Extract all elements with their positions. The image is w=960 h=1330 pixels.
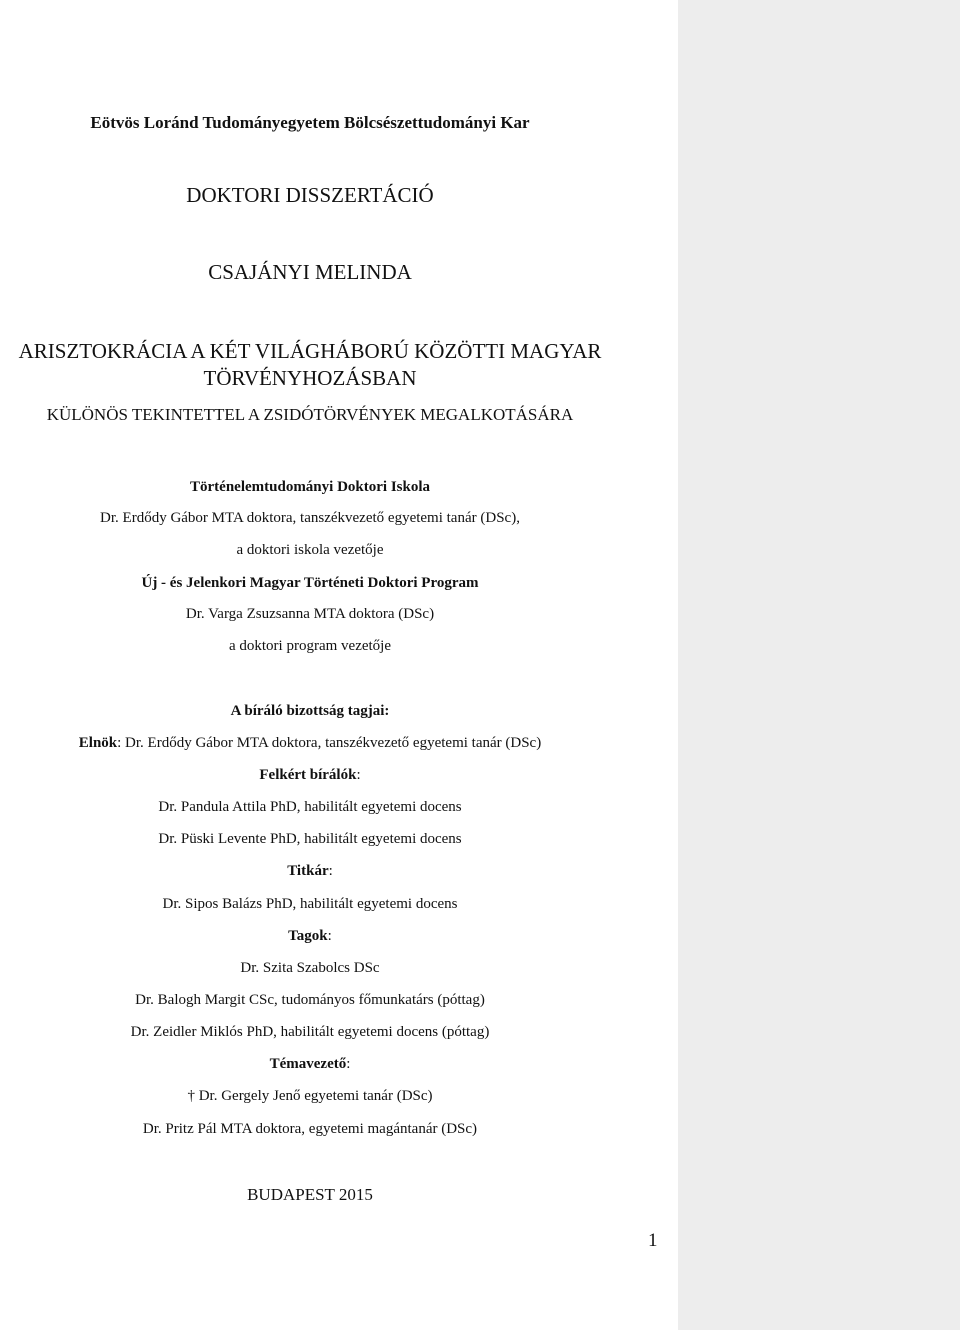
members-heading: [0, 928, 620, 945]
members-colon: :: [327, 928, 332, 944]
doctoral-program-head: Dr. Varga Zsuzsanna MTA doktora (DSc): [185, 606, 435, 622]
doctoral-school-name: Történelemtudományi Doktori Iskola: [190, 479, 430, 495]
committee-heading: A bíráló bizottság tagjai:: [230, 703, 390, 719]
member-item: Dr. Szita Szabolcs DSc: [240, 960, 380, 976]
reviewer-item: Dr. Püski Levente PhD, habilitált egyetemi docens: [158, 831, 462, 847]
chair-label: Elnök: [78, 735, 118, 751]
secretary-heading: [0, 863, 620, 880]
members-label: Tagok: [288, 928, 328, 944]
chair-name: Dr. Erdődy Gábor MTA doktora, tanszékvezető egyetemi tanár (DSc): [121, 735, 542, 751]
doctoral-school-head-role: a doktori iskola vezetője: [236, 542, 384, 558]
member-item: Dr. Balogh Margit CSc, tudományos főmunkatárs (póttag): [135, 992, 485, 1008]
place-and-year: BUDAPEST 2015: [247, 1185, 373, 1204]
secretary-colon: :: [328, 863, 333, 879]
dissertation-title-line2: TÖRVÉNYHOZÁSBAN: [203, 366, 417, 390]
comment-margin-panel: [678, 0, 960, 1330]
document-type: DOKTORI DISSZERTÁCIÓ: [186, 183, 434, 207]
page-number: 1: [648, 1230, 658, 1251]
author-name: CSAJÁNYI MELINDA: [208, 260, 412, 284]
reviewer-item: Dr. Pandula Attila PhD, habilitált egyetemi docens: [158, 799, 462, 815]
supervisor-colon: :: [346, 1056, 351, 1072]
reviewers-heading: [0, 767, 620, 784]
secretary-name: Dr. Sipos Balázs PhD, habilitált egyetemi docens: [162, 896, 458, 912]
university-name: Eötvös Loránd Tudományegyetem Bölcsészettudományi Kar: [90, 113, 530, 132]
supervisor-item: † Dr. Gergely Jenő egyetemi tanár (DSc): [187, 1088, 433, 1104]
supervisor-item: Dr. Pritz Pál MTA doktora, egyetemi magántanár (DSc): [142, 1121, 478, 1137]
dissertation-title-line1: ARISZTOKRÁCIA A KÉT VILÁGHÁBORÚ KÖZÖTTI MAGYAR: [18, 339, 602, 363]
supervisor-heading: [0, 1056, 620, 1073]
supervisor-label: Témavezető: [269, 1056, 347, 1072]
chair-colon: :: [117, 735, 122, 751]
dissertation-subtitle: KÜLÖNÖS TEKINTETTEL A ZSIDÓTÖRVÉNYEK MEGALKOTÁSÁRA: [46, 405, 574, 424]
doctoral-program-name: Új - és Jelenkori Magyar Történeti Doktori Program: [141, 575, 479, 591]
member-item: Dr. Zeidler Miklós PhD, habilitált egyetemi docens (póttag): [130, 1024, 490, 1040]
doctoral-school-head: Dr. Erdődy Gábor MTA doktora, tanszékvezető egyetemi tanár (DSc),: [100, 510, 520, 526]
committee-chair: [0, 735, 620, 752]
doctoral-program-head-role: a doktori program vezetője: [228, 638, 392, 654]
reviewers-colon: :: [356, 767, 361, 783]
secretary-label: Titkár: [287, 863, 329, 879]
reviewers-label: Felkért bírálók: [259, 767, 357, 783]
